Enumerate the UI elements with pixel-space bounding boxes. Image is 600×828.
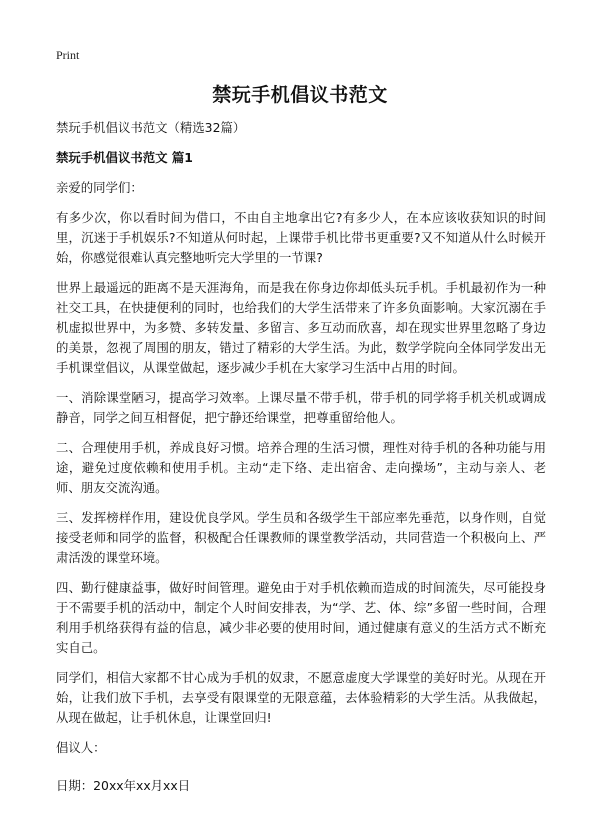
date-line: 日期：20xx年xx月xx日 bbox=[56, 778, 191, 793]
print-label[interactable]: Print bbox=[56, 48, 80, 62]
section-heading: 禁玩手机倡议书范文 篇1 bbox=[56, 150, 193, 165]
paragraph-point-1: 一、消除课堂陋习，提高学习效率。上课尽量不带手机，带手机的同学将手机关机或调成静音，同学之间互相督促，把宁静还给课堂，把尊重留给他人。 bbox=[56, 390, 546, 425]
document-subtitle: 禁玩手机倡议书范文（精选32篇） bbox=[56, 120, 246, 135]
signature-line: 倡议人： bbox=[56, 740, 106, 755]
document-body bbox=[56, 118, 546, 796]
paragraph-point-3: 三、发挥榜样作用，建设优良学风。学生员和各级学生干部应率先垂范，以身作则，自觉接受老师和同学的监督，积极配合任课教师的课堂教学活动，共同营造一个积极向上、严肃活泼的课堂环境。 bbox=[56, 510, 546, 565]
document-title: 禁玩手机倡议书范文 bbox=[212, 84, 388, 106]
paragraph-closing: 同学们，相信大家都不甘心成为手机的奴隶，不愿意虚度大学课堂的美好时光。从现在开始，让我们放下手机，去享受有限课堂的无限意蕴，去体验精彩的大学生活。从我做起，从现在做起，让手机休息，让课堂回归! bbox=[56, 670, 546, 725]
paragraph-intro: 有多少次，你以看时间为借口，不由自主地拿出它?有多少人，在本应该收获知识的时间里，沉迷于手机娱乐?不知道从何时起，上课带手机比带书更重要?又不知道从什么时候开始，你感觉很难认真完整地听完大学里的一节课? bbox=[56, 210, 546, 265]
paragraph-point-2: 二、合理使用手机，养成良好习惯。培养合理的生活习惯，理性对待手机的各种功能与用途，避免过度依赖和使用手机。主动“走下络、走出宿舍、走向操场”，主动与亲人、老师、朋友交流沟通。 bbox=[56, 440, 546, 495]
greeting: 亲爱的同学们： bbox=[56, 180, 143, 195]
paragraph-distance: 世界上最遥远的距离不是天涯海角，而是我在你身边你却低头玩手机。手机最初作为一种社交工具，在快捷便利的同时，也给我们的大学生活带来了许多负面影响。大家沉溺在手机虚拟世界中，为多赞、多转发量、多留言、多互动而欣喜，却在现实世界里忽略了身边的美景，忽视了周围的朋友，错过了精彩的大学生活。为此，数学学院向全体同学发出无手机课堂倡议，从课堂做起，逐步减少手机在大家学习生活中占用的时间。 bbox=[56, 280, 546, 375]
paragraph-point-4: 四、勤行健康益事，做好时间管理。避免由于对手机依赖而造成的时间流失，尽可能投身于不需要手机的活动中，制定个人时间安排表，为“学、艺、体、综”多留一些时间，合理利用手机络获得有益的信息，减少非必要的使用时间，通过健康有意义的生活方式不断充实自己。 bbox=[56, 580, 546, 655]
